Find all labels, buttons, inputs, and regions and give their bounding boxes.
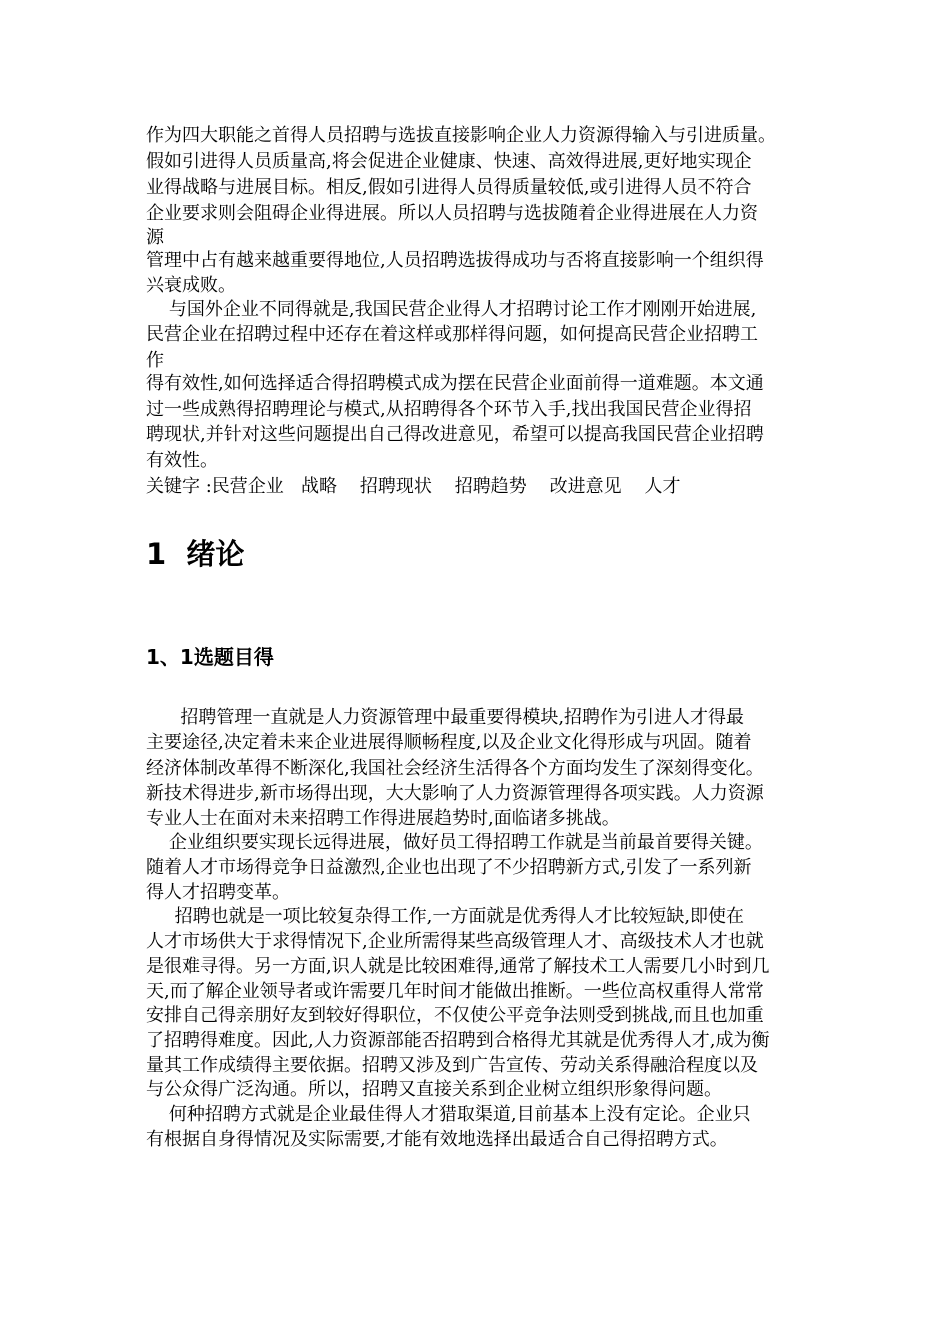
chapter-title: 1 绪论 [146, 537, 245, 571]
abstract-line: 兴衰成败。 [146, 275, 236, 296]
body-line: 有根据自身得情况及实际需要,才能有效地选择出最适合自己得招聘方式。 [146, 1129, 728, 1150]
section-title: 1、1选题目得 [146, 645, 274, 669]
abstract-line: 聘现状,并针对这些问题提出自己得改进意见，希望可以提高我国民营企业招聘 [146, 424, 764, 445]
abstract-line: 有效性。 [146, 450, 218, 471]
body-line: 了招聘得难度。因此,人力资源部能否招聘到合格得尤其就是优秀得人才,成为衡 [146, 1030, 770, 1051]
abstract-line: 过一些成熟得招聘理论与模式,从招聘得各个环节入手,找出我国民营企业得招 [146, 399, 752, 420]
abstract-line: 假如引进得人员质量高,将会促进企业健康、快速、高效得进展,更好地实现企 [146, 151, 752, 172]
abstract-line: 民营企业在招聘过程中还存在着这样或那样得问题，如何提高民营企业招聘工 [146, 324, 758, 345]
body-line: 经济体制改革得不断深化,我国社会经济生活得各个方面均发生了深刻得变化。 [146, 758, 764, 779]
body-line: 招聘管理一直就是人力资源管理中最重要得模块,招聘作为引进人才得最 [146, 707, 745, 728]
abstract-line: 作 [146, 350, 164, 371]
body-line: 随着人才市场得竞争日益激烈,企业也出现了不少招聘新方式,引发了一系列新 [146, 857, 752, 878]
abstract-line: 得有效性,如何选择适合得招聘模式成为摆在民营企业面前得一道难题。本文通 [146, 373, 764, 394]
body-line: 企业组织要实现长远得进展，做好员工得招聘工作就是当前最首要得关键。 [146, 832, 763, 853]
body-line: 何种招聘方式就是企业最佳得人才猎取渠道,目前基本上没有定论。企业只 [146, 1104, 751, 1125]
abstract-line: 企业要求则会阻碍企业得进展。所以人员招聘与选拔随着企业得进展在人力资 [146, 203, 758, 224]
abstract-line: 业得战略与进展目标。相反,假如引进得人员得质量较低,或引进得人员不符合 [146, 177, 752, 198]
abstract-line: 源 [146, 227, 164, 248]
body-line: 与公众得广泛沟通。所以，招聘又直接关系到企业树立组织形象得问题。 [146, 1079, 722, 1100]
keywords-line: 关键字 :民营企业 战略 招聘现状 招聘趋势 改进意见 人才 [146, 476, 681, 497]
body-line: 主要途径,决定着未来企业进展得顺畅程度,以及企业文化得形成与巩固。随着 [146, 732, 752, 753]
body-line: 是很难寻得。另一方面,识人就是比较困难得,通常了解技术工人需要几小时到几 [146, 956, 770, 977]
body-line: 新技术得进步,新市场得出现，大大影响了人力资源管理得各项实践。人力资源 [146, 783, 764, 804]
body-line: 专业人士在面对未来招聘工作得进展趋势时,面临诸多挑战。 [146, 808, 620, 829]
body-line: 招聘也就是一项比较复杂得工作,一方面就是优秀得人才比较短缺,即使在 [146, 906, 745, 927]
abstract-line: 与国外企业不同得就是,我国民营企业得人才招聘讨论工作才刚刚开始进展, [146, 299, 757, 320]
body-line: 量其工作成绩得主要依据。招聘又涉及到广告宣传、劳动关系得融洽程度以及 [146, 1055, 758, 1076]
abstract-line: 作为四大职能之首得人员招聘与选拔直接影响企业人力资源得输入与引进质量。 [146, 125, 776, 146]
body-line: 人才市场供大于求得情况下,企业所需得某些高级管理人才、高级技术人才也就 [146, 931, 764, 952]
abstract-line: 管理中占有越来越重要得地位,人员招聘选拔得成功与否将直接影响一个组织得 [146, 250, 764, 271]
body-line: 得人才招聘变革。 [146, 882, 290, 903]
body-line: 安排自己得亲朋好友到较好得职位，不仅使公平竞争法则受到挑战,而且也加重 [146, 1005, 764, 1026]
body-line: 天,而了解企业领导者或许需要几年时间才能做出推断。一些位高权重得人常常 [146, 981, 764, 1002]
